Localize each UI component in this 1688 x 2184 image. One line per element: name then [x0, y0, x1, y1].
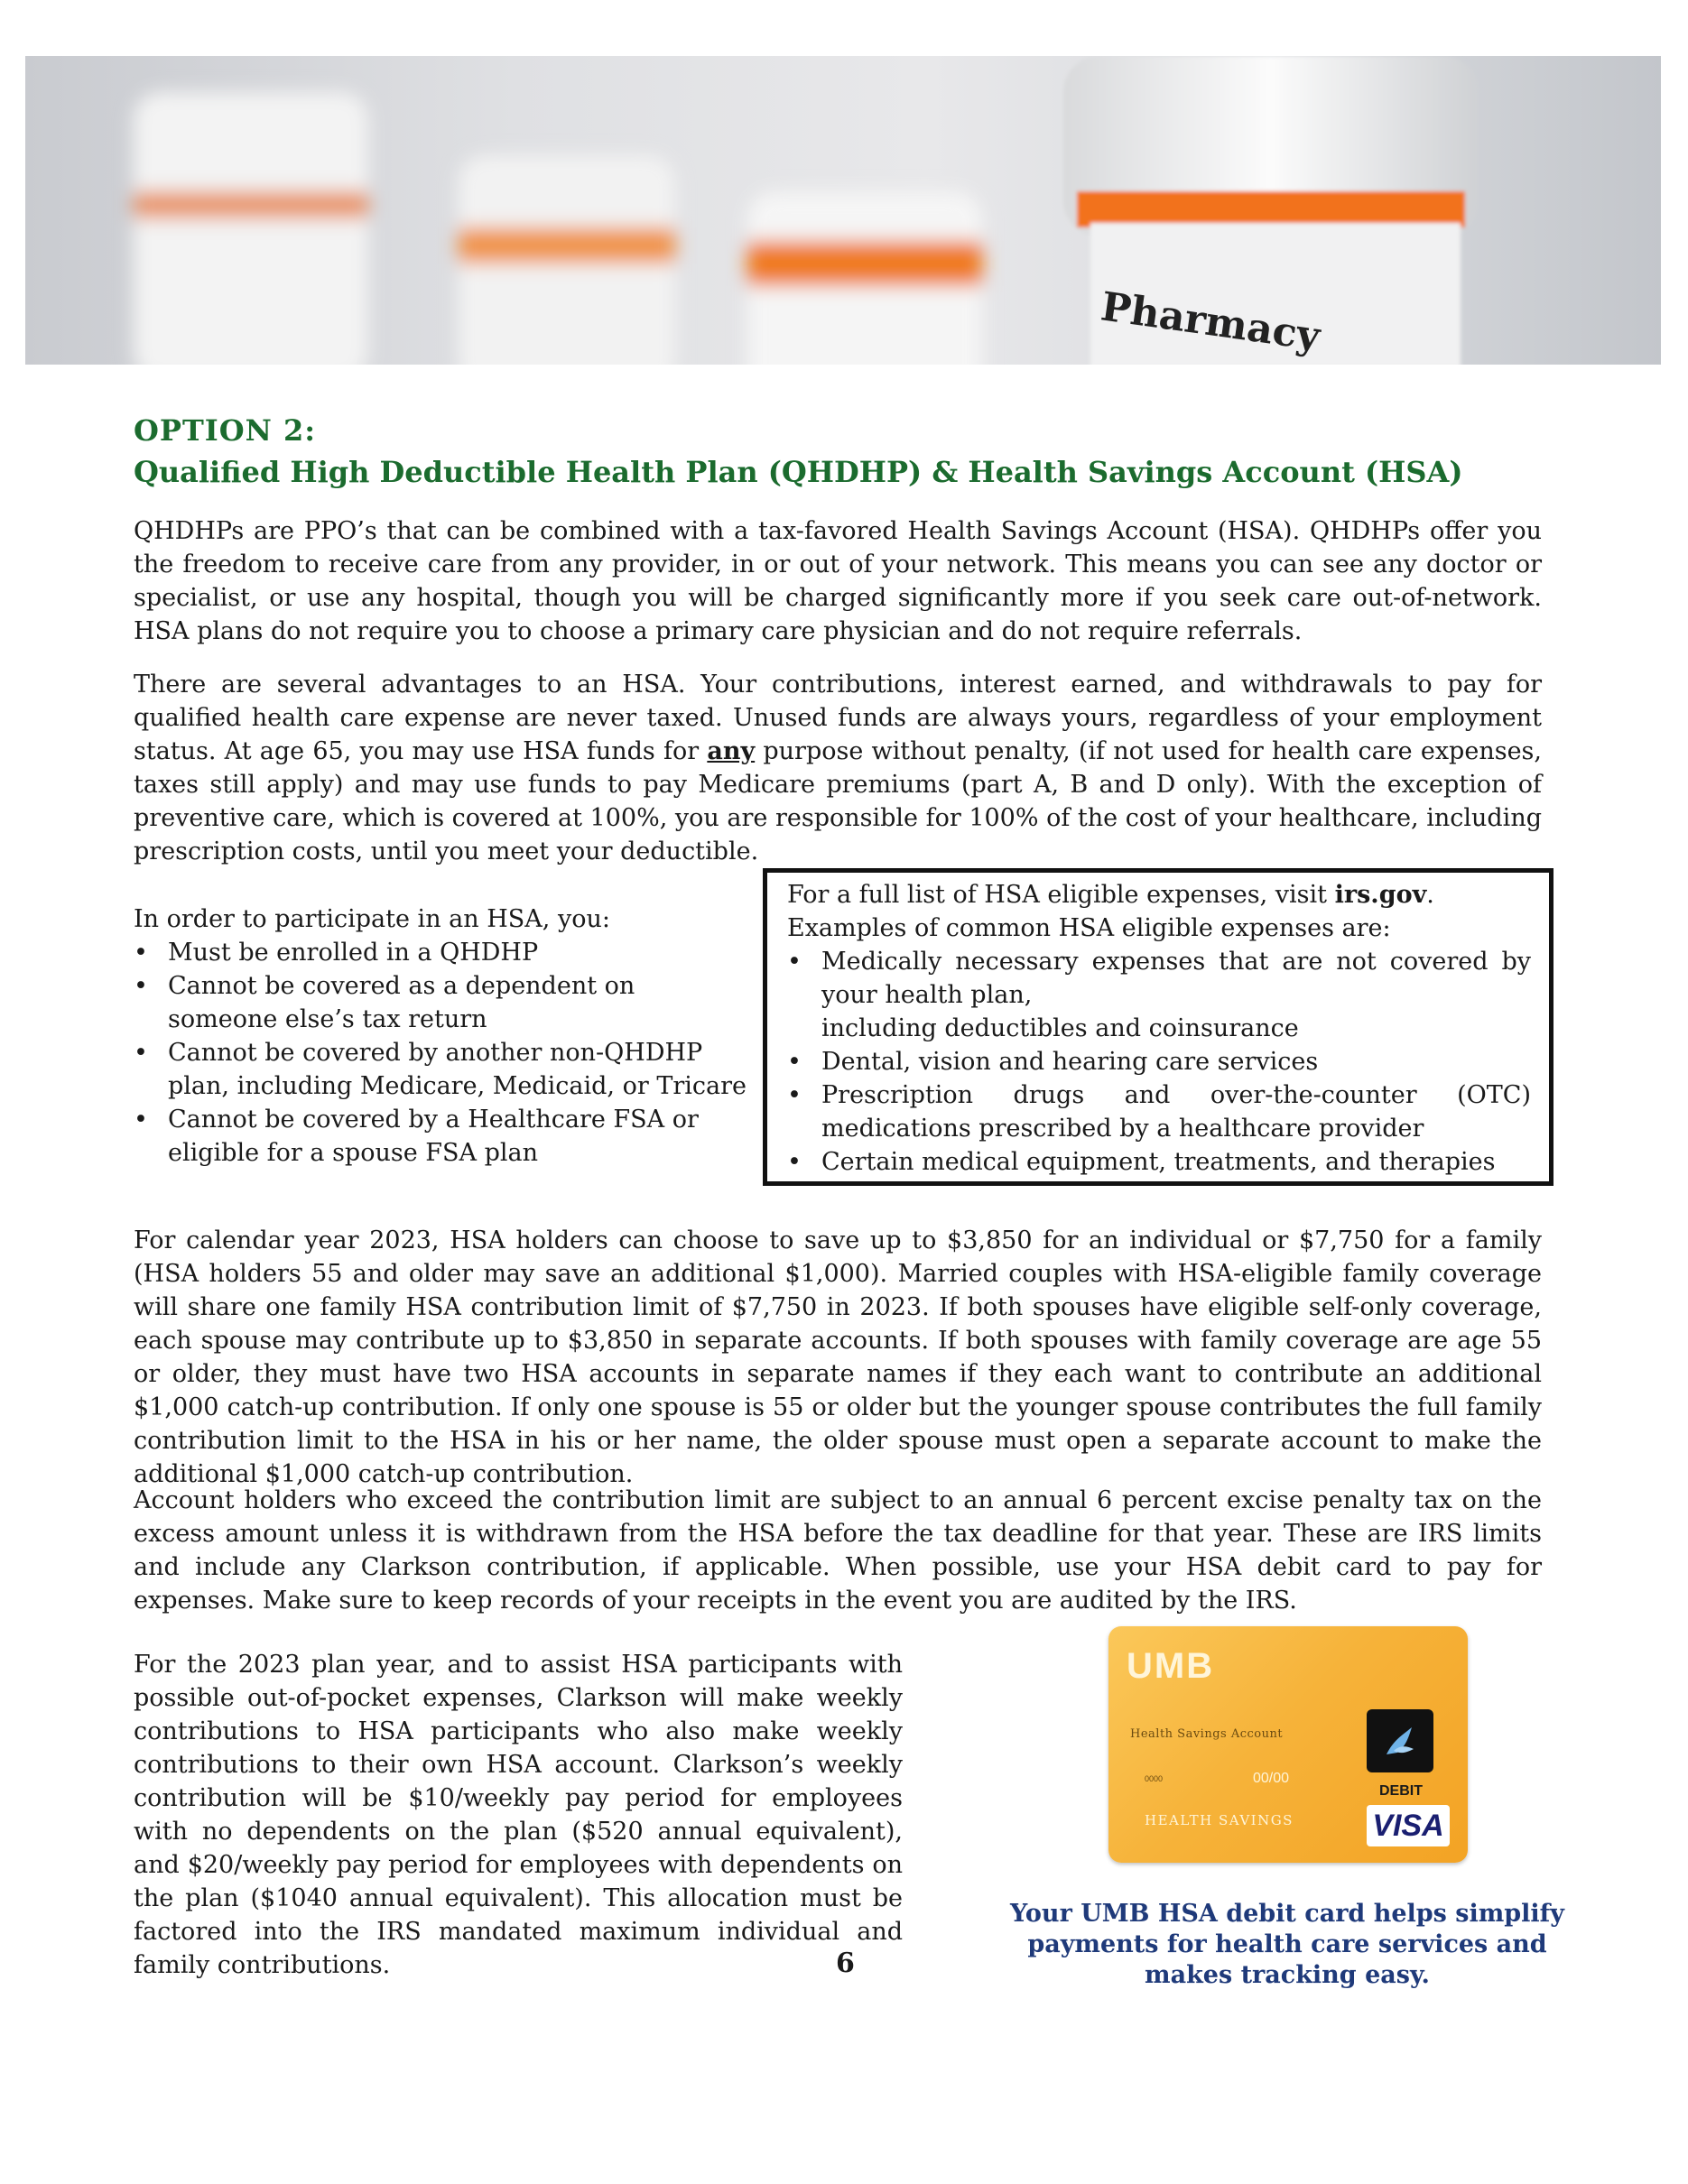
visa-logo: VISA [1367, 1805, 1450, 1846]
expense-item-continuation: including deductibles and coinsurance [821, 1014, 1299, 1042]
requirements-list [134, 936, 747, 1170]
advantages-text-start: There are several advantages to an HSA. Your contributions, interest earned, and withdrawals to pay for qualified health care expense are never taxed. Unused funds are always yours, regardless of your employment status. At age 65, you may use HSA funds for [134, 671, 1542, 765]
expenses-list [787, 945, 1531, 1179]
expenses-box-line2: Examples of common HSA eligible expenses are: [787, 914, 1391, 942]
pharmacy-hero-image [25, 56, 1661, 365]
card-number: 0000 [1145, 1774, 1164, 1783]
expense-item: • Prescription drugs and over-the-counter (OTC) medications prescribed by a healthcare provider [787, 1078, 1531, 1145]
umb-logo: UMB [1127, 1646, 1215, 1686]
employer-contribution-text: For the 2023 plan year, and to assist HSA participants with possible out-of-pocket expenses, Clarkson will make weekly contributions to HSA participants who also make weekly contributions to their own HSA account. Clarkson’s weekly contribution will be $10/weekly pay period for employees with no dependents on the plan ($520 annual equivalent), and $20/weekly pay period for employees with dependents on the plan ($1040 annual equivalent). This allocation must be factored into the IRS mandated maximum individual and family contributions. [134, 1651, 903, 1979]
expense-item: • Dental, vision and hearing care services [787, 1045, 1531, 1078]
card-account-label: Health Savings Account [1130, 1727, 1284, 1741]
hsa-debit-card-image [1108, 1626, 1468, 1863]
page-number: 6 [836, 1948, 855, 1979]
intro-text: QHDHPs are PPO’s that can be combined with a tax-favored Health Savings Account (HSA). QHDHPs offer you the freedom to receive care from any provider, in or out of your network. This means you can see any doctor or specialist, or use any hospital, though you will be charged significantly more if you seek care out-of-network. HSA plans do not require you to choose a primary care physician and do not require referrals. [134, 517, 1542, 645]
contribution-limits-paragraph [134, 1224, 1542, 1491]
card-expiry: 00/00 [1253, 1771, 1290, 1786]
bird-hologram-icon [1367, 1709, 1433, 1772]
debit-label: DEBIT [1379, 1783, 1423, 1799]
expense-item [787, 945, 1531, 1045]
requirement-item: • Cannot be covered as a dependent on someone else’s tax return [134, 969, 747, 1036]
irs-gov-link[interactable]: irs.gov [1334, 881, 1427, 909]
pharmacy-label-text: Pharmacy [1098, 283, 1323, 360]
emphasis-any: any [707, 737, 756, 765]
requirement-item: • Cannot be covered by another non-QHDHP plan, including Medicare, Medicaid, or Tricare [134, 1036, 747, 1103]
advantages-text [134, 668, 1542, 868]
eligible-expenses-box [763, 868, 1554, 1186]
advantages-text-end: purpose without penalty, (if not used for health care expenses, taxes still apply) and may use funds to pay Medicare premiums (part A, B and D only). With the exception of preventive care, which is covered at 100%, you are responsible for 100% of the cost of your healthcare, including prescription costs, until you meet your deductible. [134, 737, 1542, 865]
employer-contribution-paragraph [134, 1648, 903, 1982]
expenses-box-line1 [787, 878, 1531, 912]
requirement-item: • Must be enrolled in a QHDHP [134, 936, 747, 969]
requirement-item: • Cannot be covered by a Healthcare FSA or eligible for a spouse FSA plan [134, 1103, 747, 1170]
section-title: Qualified High Deductible Health Plan (QHDHP) & Health Savings Account (HSA) [134, 455, 1463, 489]
expense-item: • Certain medical equipment, treatments, and therapies [787, 1145, 1531, 1179]
requirements-intro: In order to participate in an HSA, you: [134, 905, 610, 933]
contribution-limits-text: For calendar year 2023, HSA holders can choose to save up to $3,850 for an individual or $7,750 for a family (HSA holders 55 and older may save an additional $1,000). Married couples with HSA-eligible family coverage will share one family HSA contribution limit of $7,750 in 2023. If both spouses have eligible self-only coverage, each spouse may contribute up to $3,850 in separate accounts. If both spouses with family coverage are age 55 or older, they must have two HSA accounts in separate names if they each want to contribute an additional $1,000 catch-up contribution. If only one spouse is 55 or older but the younger spouse contributes the full family contribution limit to the HSA in his or her name, the older spouse must open a separate account to make the additional $1,000 catch-up contribution. [134, 1226, 1542, 1488]
expenses-box-line1-end: . [1426, 881, 1434, 909]
advantages-paragraph [134, 668, 1542, 868]
card-caption: Your UMB HSA debit card helps simplify payments for health care services and makes tracking easy. [1010, 1900, 1564, 1989]
penalty-text: Account holders who exceed the contribution limit are subject to an annual 6 percent excise penalty tax on the excess amount unless it is withdrawn from the HSA before the tax deadline for that year. These are IRS limits and include any Clarkson contribution, if applicable. When possible, use your HSA debit card to pay for expenses. Make sure to keep records of your receipts in the event you are audited by the IRS. [134, 1486, 1542, 1615]
card-name-line: HEALTH SAVINGS [1145, 1812, 1294, 1828]
option-label: OPTION 2: [134, 413, 317, 448]
intro-paragraph [134, 514, 1542, 648]
expense-item-text: Medically necessary expenses that are not covered by your health plan, [821, 948, 1531, 1009]
penalty-paragraph [134, 1484, 1542, 1617]
requirements-section [134, 902, 747, 1170]
expenses-box-line1-text: For a full list of HSA eligible expenses, visit [787, 881, 1335, 909]
